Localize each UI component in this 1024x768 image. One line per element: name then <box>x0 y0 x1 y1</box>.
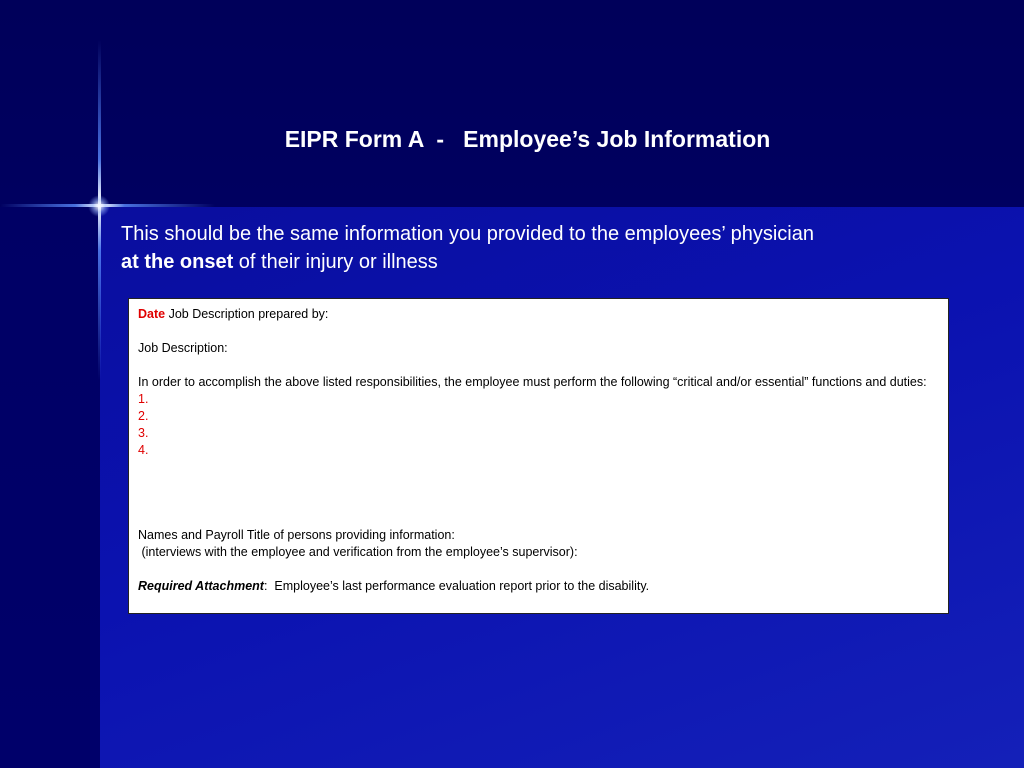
prepared-by-line <box>138 306 939 323</box>
left-column <box>0 207 100 768</box>
spacer <box>138 323 939 340</box>
slide-subtitle <box>121 220 981 276</box>
job-information-form <box>128 298 949 614</box>
duty-item-3: 3. <box>138 426 149 440</box>
spacer <box>138 561 939 578</box>
names-payroll-label: Names and Payroll Title of persons providing information: <box>138 528 455 542</box>
subtitle-emphasis: at the onset <box>121 251 234 273</box>
prepared-by-label: Job Description prepared by: <box>165 307 329 321</box>
duties-intro: In order to accomplish the above listed responsibilities, the employee must perform the following “critical and/or essential” functions and duties: <box>138 375 927 389</box>
attachment-label: Required Attachment <box>138 579 264 593</box>
subtitle-line1: This should be the same information you provided to the employees’ physician <box>121 223 814 245</box>
job-description-label: Job Description: <box>138 341 228 355</box>
interviews-note: (interviews with the employee and verification from the employee’s supervisor): <box>138 545 578 559</box>
subtitle-line2-rest: of their injury or illness <box>233 251 438 273</box>
date-label: Date <box>138 307 166 321</box>
slide-title: EIPR Form A - Employee’s Job Information <box>284 126 771 152</box>
spacer <box>138 357 939 374</box>
sparkle-star-icon <box>88 195 110 217</box>
attachment-text: Employee’s last performance evaluation report prior to the disability. <box>267 579 650 593</box>
attachment-colon: : <box>263 579 268 593</box>
duty-item-4: 4. <box>138 443 149 457</box>
spacer <box>138 459 939 527</box>
duty-item-2: 2. <box>138 409 149 423</box>
required-attachment-line <box>138 578 939 595</box>
duty-item-1: 1. <box>138 392 149 406</box>
top-band <box>0 0 1024 207</box>
